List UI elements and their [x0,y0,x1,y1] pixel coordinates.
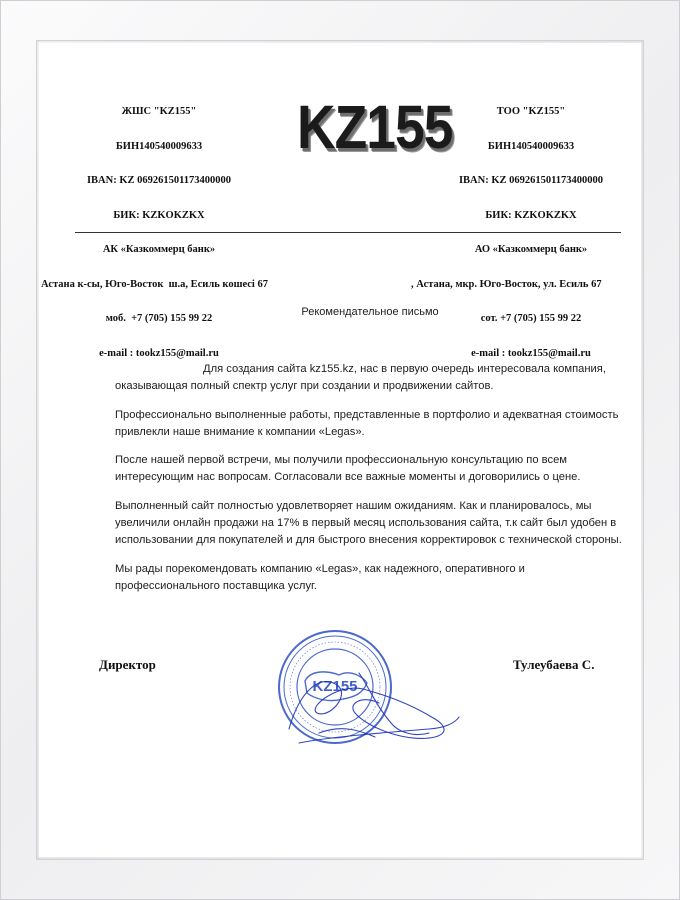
header-left-line: IBAN: KZ 069261501173400000 [86,175,232,186]
header-left-email: e-mail : tookz155@mail.ru [99,347,219,359]
header-left-line: БИК: KZKOKZKX [113,209,205,221]
letter-paragraph: Выполненный сайт полностью удовлетворяет нашим ожиданиям. Как и планировалось, мы увеличили онлайн продажи на 17% в первый месяц использования сайта, т.к сайт был удобен в использовании для покупателей и для быстрого внесения корректировок с технической стороны. [115,499,622,547]
letter-body [115,361,625,606]
header-right-email: e-mail : tookz155@mail.ru [471,347,591,359]
company-logo: KZ155 [297,93,453,162]
letter-paragraph: Для создания сайта kz155.kz, нас в первую очередь интересовала компания, оказывающая полный спектр услуг при создании и продвижении сайтов. [115,363,606,393]
header-divider [75,232,621,233]
letter-paragraph: Мы рады порекомендовать компанию «Legas», как надежного, оперативного и профессионального поставщика услуг. [115,562,525,592]
header-right-line: БИК: KZKOKZKX [485,209,577,221]
header-left-phone: моб. +7 (705) 155 99 22 [105,313,213,324]
letter-page [39,43,641,857]
letter-paragraph: Профессионально выполненные работы, представленные в портфолио и адекватная стоимость привлекли наше внимание к компании «Legas». [115,408,619,438]
header-right-phone: сот. +7 (705) 155 99 22 [480,313,582,324]
header-right-line: ТОО "KZ155" [496,106,566,117]
signatory-role: Директор [99,657,156,672]
letter-title: Рекомендательное письмо [301,306,439,318]
stamp-label: KZ155 [312,678,358,695]
header-right-line: БИН140540009633 [487,140,575,152]
header-left-address: Астана к-сы, Юго-Восток ш.а, Есиль кошесі 67 [41,278,268,290]
header-left-line: ЖШС "KZ155" [121,106,197,117]
header-right-address: , Астана, мкр. Юго-Восток, ул. Есиль 67 [411,278,602,290]
letter-paragraph: После нашей первой встречи, мы получили профессиональную консультацию по всем интересующим нас вопросам. Согласовали все важные моменты и договорились о цене. [115,454,581,484]
header-right-line: IBAN: KZ 069261501173400000 [458,175,604,186]
header-left-line: АК «Казкоммерц банк» [102,244,216,255]
header-right-line: АО «Казкоммерц банк» [474,244,588,255]
signatory-name: Тулеубаева С. [513,657,595,672]
header-left-line: БИН140540009633 [115,140,203,152]
handwritten-signature [259,633,479,753]
